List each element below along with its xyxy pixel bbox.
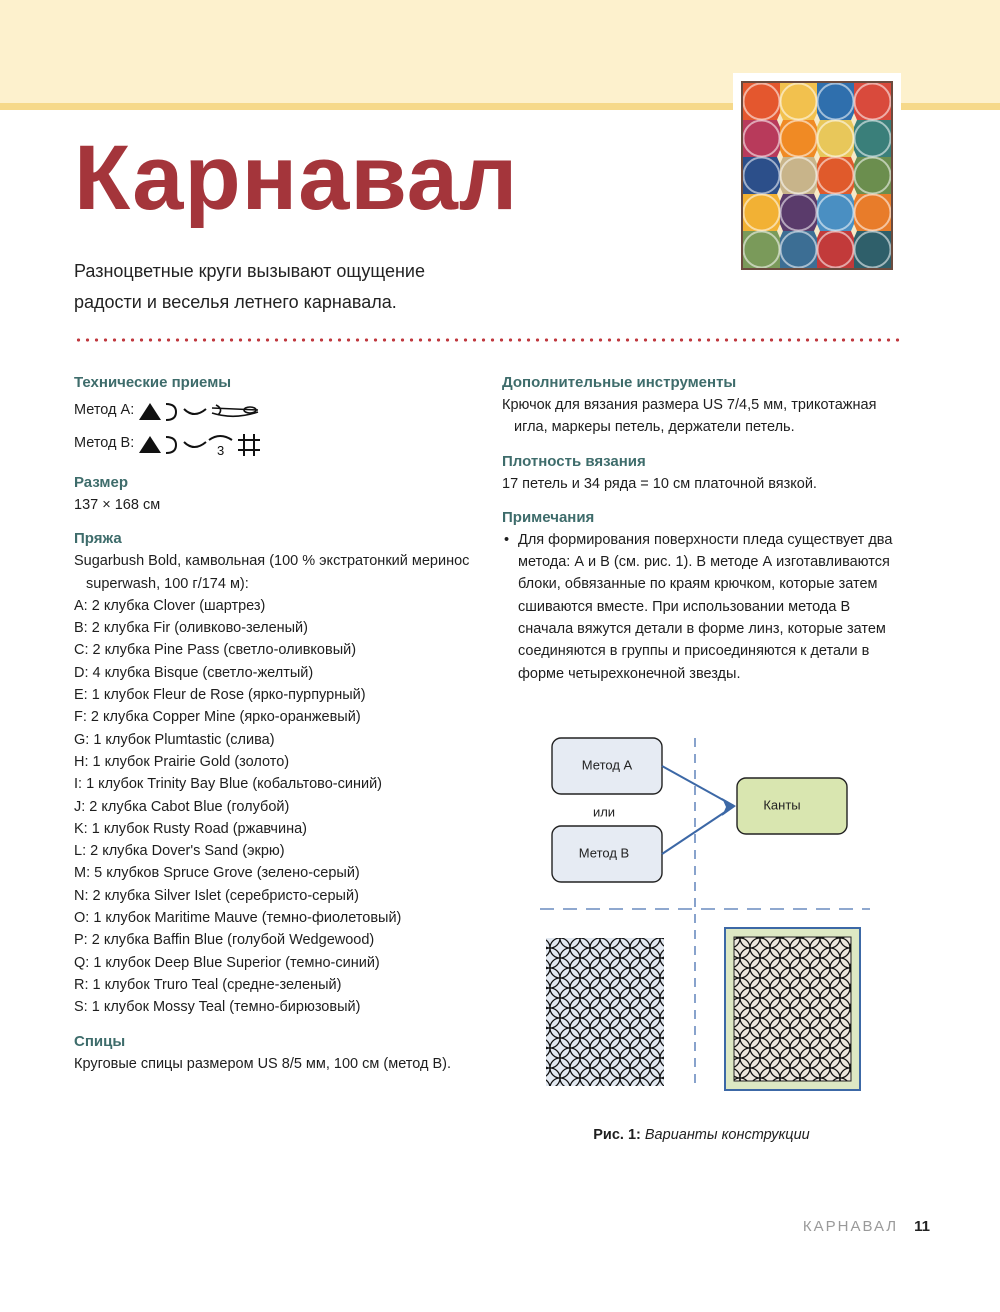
yarn-item: C: 2 клубка Pine Pass (светло-оливковый) [74,642,357,659]
techniques-heading: Технические приемы [74,374,232,391]
page-title: Карнавал [74,127,519,229]
footer-section: КАРНАВАЛ [802,1218,899,1235]
intro-text: Разноцветные круги вызывают ощущение радости и веселья летнего карнавала. [74,261,425,312]
size-heading: Размер [74,474,129,491]
method-a-label: Метод А: [74,402,135,419]
yarn-item: F: 2 клубка Copper Mine (ярко-оранжевый) [74,709,361,726]
gauge-value: 17 петель и 34 ряда = 10 см платочной вязкой. [502,475,817,492]
quilt-thumbnail-image [743,83,891,268]
method-a-box-label: Метод А [581,757,633,773]
needles-value: Круговые спицы размером US 8/5 мм, 100 см (метод В). [74,1055,452,1072]
yarn-item: H: 1 клубок Prairie Gold (золото) [74,753,290,770]
yarn-item: A: 2 клубка Clover (шартрез) [74,597,266,614]
method-b-mark: 3 [217,442,225,457]
grid-hash-icon [238,434,260,456]
arrow-b [662,806,734,854]
crochet-hook-icon [166,404,176,420]
page-number: 11 [914,1218,930,1235]
yarn-item: S: 1 клубок Mossy Teal (темно-бирюзовый) [74,999,361,1016]
triangle-icon [139,436,161,453]
notes-list [502,529,902,685]
curve-icon [184,409,206,414]
gauge-heading: Плотность вязания [502,452,646,470]
yarn-item: I: 1 клубок Trinity Bay Blue (кобальтово-синий) [74,776,383,793]
needle-thread-icon [212,405,258,416]
method-a-row [74,394,474,427]
edge-box-label: Канты [763,797,801,813]
notes-heading: Примечания [502,508,595,526]
yarn-item: N: 2 клубка Silver Islet (серебристо-серый) [74,887,359,904]
triangle-icon [139,403,161,420]
method-b-box-label: Метод В [578,845,630,861]
yarn-item: K: 1 клубок Rusty Road (ржавчина) [74,820,307,837]
note-item: • Для формирования поверхности пледа существует два метода: А и В (см. рис. 1). В методе А изготавливаются блоки, обвязанные по краям крючком, которые затем сшиваются вместе. При использовании метода В сначала вяжутся детали в форме линз, которые затем соединяются в группы и присоединяются к детали в форме четырехконечной звезды. [502,529,902,685]
yarn-item: J: 2 клубка Cabot Blue (голубой) [74,798,290,815]
arrowhead-icon [722,798,736,816]
right-column [502,372,902,685]
size-value: 137 × 168 см [74,497,161,513]
or-label: или [592,804,616,820]
needles-heading: Спицы [74,1032,126,1050]
yarn-item: G: 1 клубок Plumtastic (слива) [74,731,275,748]
figure-text: Варианты конструкции [640,1127,810,1143]
page-footer [803,1218,930,1235]
method-b-row [74,427,474,460]
arc-icon [209,436,232,440]
method-b-icons [138,431,273,457]
yarn-item: M: 5 клубков Spruce Grove (зелено-серый) [74,865,360,882]
method-b-label: Метод В: [74,435,135,452]
yarn-item: P: 2 клубка Baffin Blue (голубой Wedgewood) [74,932,375,949]
dotted-divider [74,336,902,344]
yarn-item: Q: 1 клубок Deep Blue Superior (темно-синий) [74,954,380,971]
curve-icon [184,442,206,447]
yarn-item: E: 1 клубок Fleur de Rose (ярко-пурпурный) [74,687,366,704]
yarn-item: R: 1 клубок Truro Teal (средне-зеленый) [74,976,342,993]
figure-label: Рис. 1: [593,1127,641,1143]
construction-diagram [540,728,870,1098]
yarn-description: Sugarbush Bold, камвольная (100 % экстратонкий меринос superwash, 100 г/174 м): [74,553,470,592]
left-column [74,372,474,1075]
tools-heading: Дополнительные инструменты [502,374,737,391]
method-a-pattern [546,938,664,1086]
crochet-hook-icon [166,437,176,453]
method-b-pattern [725,928,860,1090]
yarn-heading: Пряжа [74,530,122,548]
yarn-item: D: 4 клубка Bisque (светло-желтый) [74,664,314,681]
arrows [662,766,734,854]
yarn-item: O: 1 клубок Maritime Mauve (темно-фиолетовый) [74,910,402,927]
yarn-item: L: 2 клубка Dover's Sand (экрю) [74,843,285,860]
quilt-thumbnail [741,81,893,270]
method-a-icons [138,399,273,423]
yarn-item: B: 2 клубка Fir (оливково-зеленый) [74,620,308,637]
tools-value: Крючок для вязания размера US 7/4,5 мм, трикотажная игла, маркеры петель, держатели петель. [502,397,877,436]
figure-caption [500,1127,903,1143]
